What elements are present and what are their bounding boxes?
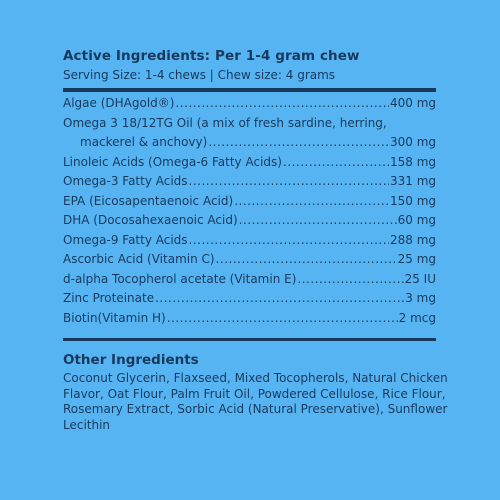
- section-divider: [63, 338, 436, 341]
- leader-dots: [189, 172, 389, 192]
- leader-dots: [167, 309, 398, 329]
- ingredient-row: [63, 133, 436, 153]
- leader-dots: [216, 250, 397, 270]
- ingredient-row: [63, 153, 436, 173]
- ingredient-row: [63, 172, 436, 192]
- other-ingredients-line: Coconut Glycerin, Flaxseed, Mixed Tocopherols, Natural Chicken: [63, 371, 448, 385]
- leader-dots: [234, 192, 389, 212]
- ingredient-amount: 158 mg: [389, 154, 436, 169]
- other-ingredients-text: [63, 371, 448, 433]
- ingredient-row: [63, 192, 436, 212]
- serving-size-text: Serving Size: 1-4 chews | Chew size: 4 grams: [63, 68, 336, 82]
- ingredient-amount: 25 mg: [397, 252, 436, 266]
- ingredient-amount: 60 mg: [397, 213, 436, 227]
- leader-dots: [175, 94, 389, 114]
- ingredient-amount: 3 mg: [405, 291, 436, 305]
- ingredient-name: Zinc Proteinate: [63, 291, 155, 305]
- other-ingredients-line: Lecithin: [63, 417, 111, 432]
- ingredient-name-line1: Omega 3 18/12TG Oil (a mix of fresh sardine, herring,: [63, 115, 387, 130]
- ingredient-row: [63, 270, 436, 290]
- leader-dots: [208, 133, 389, 153]
- active-ingredients-title: Active Ingredients: Per 1-4 gram chew: [63, 48, 360, 64]
- ingredient-row: [63, 94, 436, 114]
- ingredient-row: [63, 211, 436, 231]
- ingredient-name: Algae (DHAgold®): [63, 96, 175, 110]
- header-divider: [63, 88, 436, 92]
- ingredient-name: Omega-9 Fatty Acids: [63, 232, 188, 247]
- leader-dots: [155, 289, 404, 309]
- ingredient-name: d-alpha Tocopherol acetate (Vitamin E): [63, 271, 297, 286]
- ingredients-list: [63, 94, 436, 328]
- other-ingredients-title: Other Ingredients: [63, 352, 199, 368]
- other-ingredients-line: Rosemary Extract, Sorbic Acid (Natural Preservative), Sunflower: [63, 402, 448, 416]
- ingredient-name: DHA (Docosahexaenoic Acid): [63, 213, 238, 227]
- ingredient-row: [63, 250, 436, 270]
- ingredient-amount: 288 mg: [389, 232, 436, 247]
- ingredient-amount: 300 mg: [389, 135, 436, 149]
- ingredient-name: Ascorbic Acid (Vitamin C): [63, 252, 215, 266]
- ingredient-name: mackerel & anchovy): [80, 135, 208, 149]
- ingredient-row: [63, 309, 436, 329]
- ingredient-amount: 150 mg: [389, 193, 436, 208]
- leader-dots: [297, 270, 403, 290]
- other-ingredients-line: Flavor, Oat Flour, Palm Fruit Oil, Powdered Cellulose, Rice Flour,: [63, 386, 446, 401]
- ingredient-amount: 2 mcg: [398, 310, 436, 325]
- ingredient-amount: 25 IU: [404, 271, 436, 286]
- ingredient-amount: 331 mg: [389, 174, 436, 188]
- ingredient-name: Linoleic Acids (Omega-6 Fatty Acids): [63, 154, 282, 169]
- leader-dots: [239, 211, 397, 231]
- ingredient-row: [63, 231, 436, 251]
- leader-dots: [283, 153, 389, 173]
- leader-dots: [189, 231, 389, 251]
- ingredient-row: [63, 289, 436, 309]
- ingredient-name: Biotin(Vitamin H): [63, 310, 166, 325]
- ingredient-name: EPA (Eicosapentaenoic Acid): [63, 193, 234, 208]
- ingredient-amount: 400 mg: [389, 96, 436, 110]
- ingredient-name: Omega-3 Fatty Acids: [63, 174, 188, 188]
